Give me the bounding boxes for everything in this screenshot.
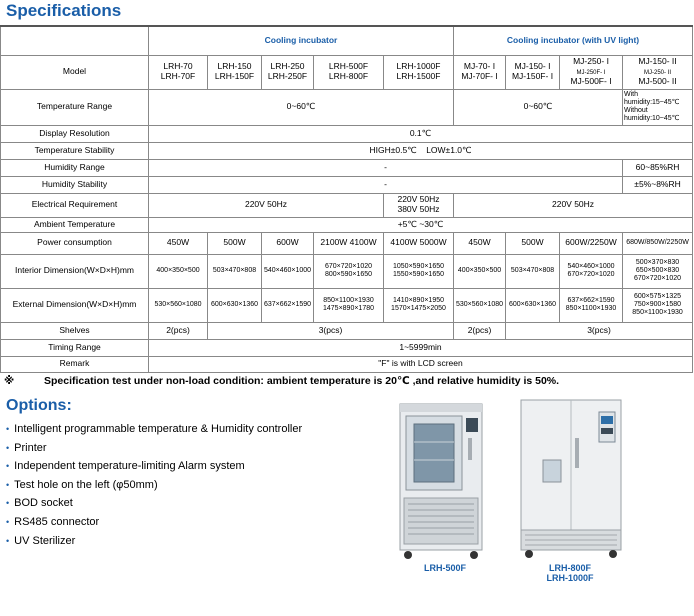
list-item: • Printer xyxy=(6,441,47,454)
shelves-a: 2(pcs) xyxy=(149,322,208,339)
model-cell: MJ-150- II MJ-250- II MJ-500- II xyxy=(623,55,693,89)
interior-cell: 400×350×500 xyxy=(149,254,208,288)
label-timing: Timing Range xyxy=(1,339,149,356)
power-cell: 680W/850W/2250W xyxy=(623,232,693,254)
bullet-icon: • xyxy=(6,461,10,472)
external-cell: 637×662×1590 xyxy=(262,288,314,322)
label-remark: Remark xyxy=(1,356,149,372)
power-cell: 2100W 4100W xyxy=(314,232,384,254)
label-shelves: Shelves xyxy=(1,322,149,339)
model-cell: MJ-150- I MJ-150F- I xyxy=(506,55,560,89)
label-interior: Interior Dimension(W×D×H)mm xyxy=(1,254,149,288)
list-item: • Test hole on the left (φ50mm) xyxy=(6,478,158,491)
model-cell: LRH-1000F LRH-1500F xyxy=(384,55,454,89)
humidity-stability-value: - xyxy=(149,176,623,193)
interior-cell: 540×460×1000 670×720×1020 xyxy=(560,254,623,288)
power-cell: 500W xyxy=(506,232,560,254)
incubator-lrh500f-image xyxy=(396,402,486,562)
group-cooling-uv: Cooling incubator (with UV light) xyxy=(454,26,693,55)
temp-stability-value: HIGH±0.5℃ LOW±1.0℃ xyxy=(149,142,693,159)
ambient-value: +5℃ ~30℃ xyxy=(149,217,693,232)
display-resolution-value: 0.1℃ xyxy=(149,125,693,142)
model-cell: LRH-500F LRH-800F xyxy=(314,55,384,89)
label-model: Model xyxy=(1,55,149,89)
bullet-icon: • xyxy=(6,535,10,546)
label-electrical: Electrical Requirement xyxy=(1,193,149,217)
power-cell: 450W xyxy=(454,232,506,254)
group-cooling: Cooling incubator xyxy=(149,26,454,55)
external-cell: 850×1100×1930 1475×890×1780 xyxy=(314,288,384,322)
temp-range-humidity: With humidity:15~45℃ Without humidity:10~45℃ xyxy=(623,89,693,125)
label-power: Power consumption xyxy=(1,232,149,254)
caption-lrh500f: LRH-500F xyxy=(423,563,466,573)
interior-cell: 503×470×808 xyxy=(208,254,262,288)
electrical-right: 220V 50Hz xyxy=(454,193,693,217)
label-ambient: Ambient Temperature xyxy=(1,217,149,232)
spec-table xyxy=(0,25,693,373)
temp-range-uv: 0~60℃ xyxy=(454,89,623,125)
power-cell: 600W/2250W xyxy=(560,232,623,254)
humidity-range-value: - xyxy=(149,159,623,176)
humidity-range-right: 60~85%RH xyxy=(623,159,693,176)
label-humidity-stability: Humidity Stability xyxy=(1,176,149,193)
external-cell: 530×560×1080 xyxy=(149,288,208,322)
external-cell: 600×630×1360 xyxy=(208,288,262,322)
specifications-heading: Specifications xyxy=(6,1,122,20)
shelves-d: 3(pcs) xyxy=(506,322,693,339)
options-heading: Options: xyxy=(6,397,72,414)
interior-cell: 1050×590×1650 1550×590×1650 xyxy=(384,254,454,288)
spec-note xyxy=(4,375,559,387)
options-list xyxy=(6,420,302,550)
model-cell: LRH-150 LRH-150F xyxy=(208,55,262,89)
note-text: Specification test under non-load condition: ambient temperature is 20℃ ,and relative humidity is 50%. xyxy=(44,375,560,387)
bullet-icon: • xyxy=(6,479,10,490)
humidity-stability-right: ±5%~8%RH xyxy=(623,176,693,193)
external-cell: 600×575×1325 750×900×1580 850×1100×1930 xyxy=(623,288,693,322)
label-humidity-range: Humidity Range xyxy=(1,159,149,176)
temp-range-cooling: 0~60℃ xyxy=(149,89,454,125)
list-item: • RS485 connector xyxy=(6,515,100,528)
electrical-left: 220V 50Hz xyxy=(149,193,384,217)
bullet-icon: • xyxy=(6,424,10,434)
external-cell: 530×560×1080 xyxy=(454,288,506,322)
interior-cell: 670×720×1020 800×590×1650 xyxy=(314,254,384,288)
shelves-b: 3(pcs) xyxy=(208,322,454,339)
list-item: • UV Sterilizer xyxy=(6,534,76,547)
remark-value: "F" is with LCD screen xyxy=(149,356,693,372)
bullet-icon: • xyxy=(6,442,10,453)
label-display-resolution: Display Resolution xyxy=(1,125,149,142)
model-cell: LRH-250 LRH-250F xyxy=(262,55,314,89)
note-mark: ※ xyxy=(4,375,15,387)
model-cell: MJ-250- I MJ-250F- I MJ-500F- I xyxy=(560,55,623,89)
list-item: • Independent temperature-limiting Alarm system xyxy=(6,460,245,473)
caption-lrh800f: LRH-800F LRH-1000F xyxy=(546,563,594,583)
external-cell: 637×662×1590 850×1100×1930 xyxy=(560,288,623,322)
label-external: External Dimension(W×D×H)mm xyxy=(1,288,149,322)
electrical-mid: 220V 50Hz 380V 50Hz xyxy=(384,193,454,217)
model-cell: LRH-70 LRH-70F xyxy=(149,55,208,89)
power-cell: 500W xyxy=(208,232,262,254)
interior-cell: 500×370×830 650×500×830 670×720×1020 xyxy=(623,254,693,288)
external-cell: 1410×890×1950 1570×1475×2050 xyxy=(384,288,454,322)
interior-cell: 540×460×1000 xyxy=(262,254,314,288)
bullet-icon: • xyxy=(6,516,10,527)
power-cell: 600W xyxy=(262,232,314,254)
interior-cell: 400×350×500 xyxy=(454,254,506,288)
bullet-icon: • xyxy=(6,498,10,509)
power-cell: 450W xyxy=(149,232,208,254)
interior-cell: 503×470×808 xyxy=(506,254,560,288)
label-temp-range: Temperature Range xyxy=(1,89,149,125)
shelves-c: 2(pcs) xyxy=(454,322,506,339)
list-item: • Intelligent programmable temperature & Humidity controller xyxy=(6,423,303,435)
list-item: • BOD socket xyxy=(6,497,73,510)
incubator-lrh800f-image xyxy=(515,398,625,560)
timing-value: 1~5999min xyxy=(149,339,693,356)
model-cell: MJ-70- I MJ-70F- I xyxy=(454,55,506,89)
label-temp-stability: Temperature Stability xyxy=(1,142,149,159)
power-cell: 4100W 5000W xyxy=(384,232,454,254)
row-model xyxy=(1,55,693,89)
external-cell: 600×630×1360 xyxy=(506,288,560,322)
